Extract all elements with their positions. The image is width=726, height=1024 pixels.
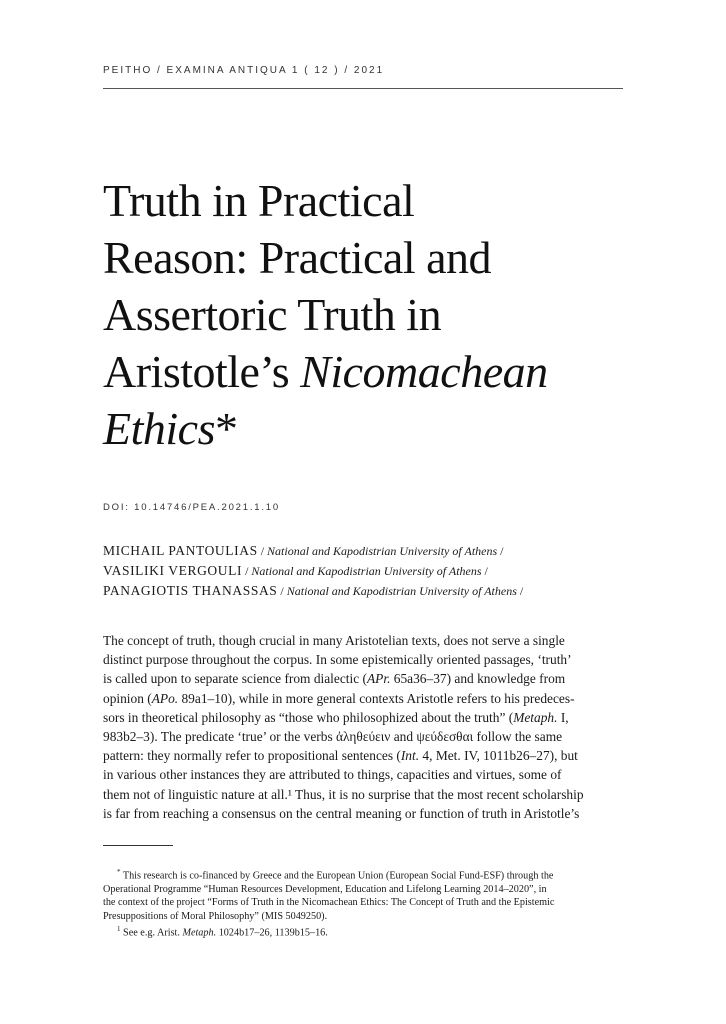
title-line-5-italic: Ethics xyxy=(103,403,215,454)
separator: / xyxy=(516,584,524,598)
author-entry xyxy=(103,581,643,601)
text: opinion ( xyxy=(103,690,152,706)
abstract-line xyxy=(103,669,626,688)
footnote-1 xyxy=(103,923,623,940)
header-rule xyxy=(103,88,623,89)
title-line-2: Reason: Practical and xyxy=(103,232,492,283)
text: 1024b17–26, 1139b15–16. xyxy=(216,927,328,939)
author-name: MICHAIL PANTOULIAS xyxy=(103,543,258,558)
abstract-line xyxy=(103,765,626,784)
abstract-line xyxy=(103,631,626,650)
citation-italic: Int. xyxy=(400,748,420,764)
footnote-star-line: the context of the project “Forms of Truth in the Nicomachean Ethics: The Concept of Truth and the Epistemic xyxy=(103,897,555,909)
abstract-line xyxy=(103,650,626,669)
author-list xyxy=(103,541,643,601)
abstract-paragraph xyxy=(103,631,626,823)
text: distinct purpose throughout the corpus. In some epistemically oriented passages, ‘truth’ xyxy=(103,652,572,668)
separator: / xyxy=(242,564,252,578)
text: is far from reaching a consensus on the central meaning or function of truth in Aristotle’s xyxy=(103,805,580,821)
author-entry xyxy=(103,561,643,581)
title-line-4-plain: Aristotle’s xyxy=(103,346,301,397)
text: See e.g. Arist. xyxy=(120,927,183,939)
author-affiliation: National and Kapodistrian University of Athens xyxy=(267,544,498,558)
article-title xyxy=(103,172,663,457)
text: 983b2–3). The predicate ‘true’ or the verbs ἀληθεύειν and ψεύδεσθαι follow the same xyxy=(103,729,563,745)
abstract-line xyxy=(103,708,626,727)
author-affiliation: National and Kapodistrian University of Athens xyxy=(286,584,517,598)
title-line-1: Truth in Practical xyxy=(103,175,415,226)
title-footnote-mark: * xyxy=(214,403,238,454)
text: 65a36–37) and knowledge from xyxy=(390,671,566,687)
footnote-mark: * xyxy=(117,868,121,876)
abstract-line xyxy=(103,804,626,823)
footnote-rule xyxy=(103,845,173,846)
footnote-star-line xyxy=(103,866,623,883)
text: sors in theoretical philosophy as “those who philosophized about the truth” ( xyxy=(103,709,514,725)
text: 89a1–10), while in more general contexts Aristotle refers to his predeces- xyxy=(178,690,575,706)
separator: / xyxy=(277,584,287,598)
footnotes xyxy=(103,866,623,940)
author-name: PANAGIOTIS THANASSAS xyxy=(103,583,278,598)
footnote-star-line: Presuppositions of Moral Philosophy” (MIS 5049250). xyxy=(103,910,328,922)
abstract-line xyxy=(103,746,626,765)
abstract-line xyxy=(103,689,626,708)
text: them not of linguistic nature at all.¹ Thus, it is no surprise that the most recent scholarship xyxy=(103,786,584,802)
text: in various other instances they are attributed to things, capacities and virtues, some of xyxy=(103,767,562,783)
citation-italic: Metaph. xyxy=(182,927,217,939)
text: This research is co-financed by Greece and the European Union (European Social Fund-ESF) through the xyxy=(120,870,554,882)
citation-italic: APr. xyxy=(366,671,391,687)
text: is called upon to separate science from dialectic ( xyxy=(103,671,367,687)
title-line-3: Assertoric Truth in xyxy=(103,289,442,340)
title-line-5 xyxy=(103,400,663,457)
title-line-4 xyxy=(103,343,663,400)
citation-italic: APo. xyxy=(151,690,179,706)
author-entry xyxy=(103,541,643,561)
footnote-mark: 1 xyxy=(117,925,121,934)
abstract-line xyxy=(103,727,626,746)
text: The concept of truth, though crucial in many Aristotelian texts, does not serve a single xyxy=(103,633,565,648)
text: pattern: they normally refer to propositional sentences ( xyxy=(103,748,401,764)
separator: / xyxy=(481,564,488,578)
title-line-4-italic: Nicomachean xyxy=(300,346,548,397)
separator: / xyxy=(257,544,268,558)
citation-italic: Metaph. xyxy=(513,709,558,725)
doi: DOI: 10.14746/PEA.2021.1.10 xyxy=(103,502,280,513)
separator: / xyxy=(497,544,504,558)
running-head: PEITHO / EXAMINA ANTIQUA 1 ( 12 ) / 2021 xyxy=(103,65,385,76)
text: I, xyxy=(557,709,569,725)
author-affiliation: National and Kapodistrian University of Athens xyxy=(251,564,482,578)
author-name: VASILIKI VERGOULI xyxy=(103,563,243,578)
abstract-line xyxy=(103,785,626,804)
footnote-star-line: Operational Programme “Human Resources Development, Education and Lifelong Learning 2014–2020”, in xyxy=(103,883,547,895)
text: 4, Met. IV, 1011b26–27), but xyxy=(419,748,578,764)
